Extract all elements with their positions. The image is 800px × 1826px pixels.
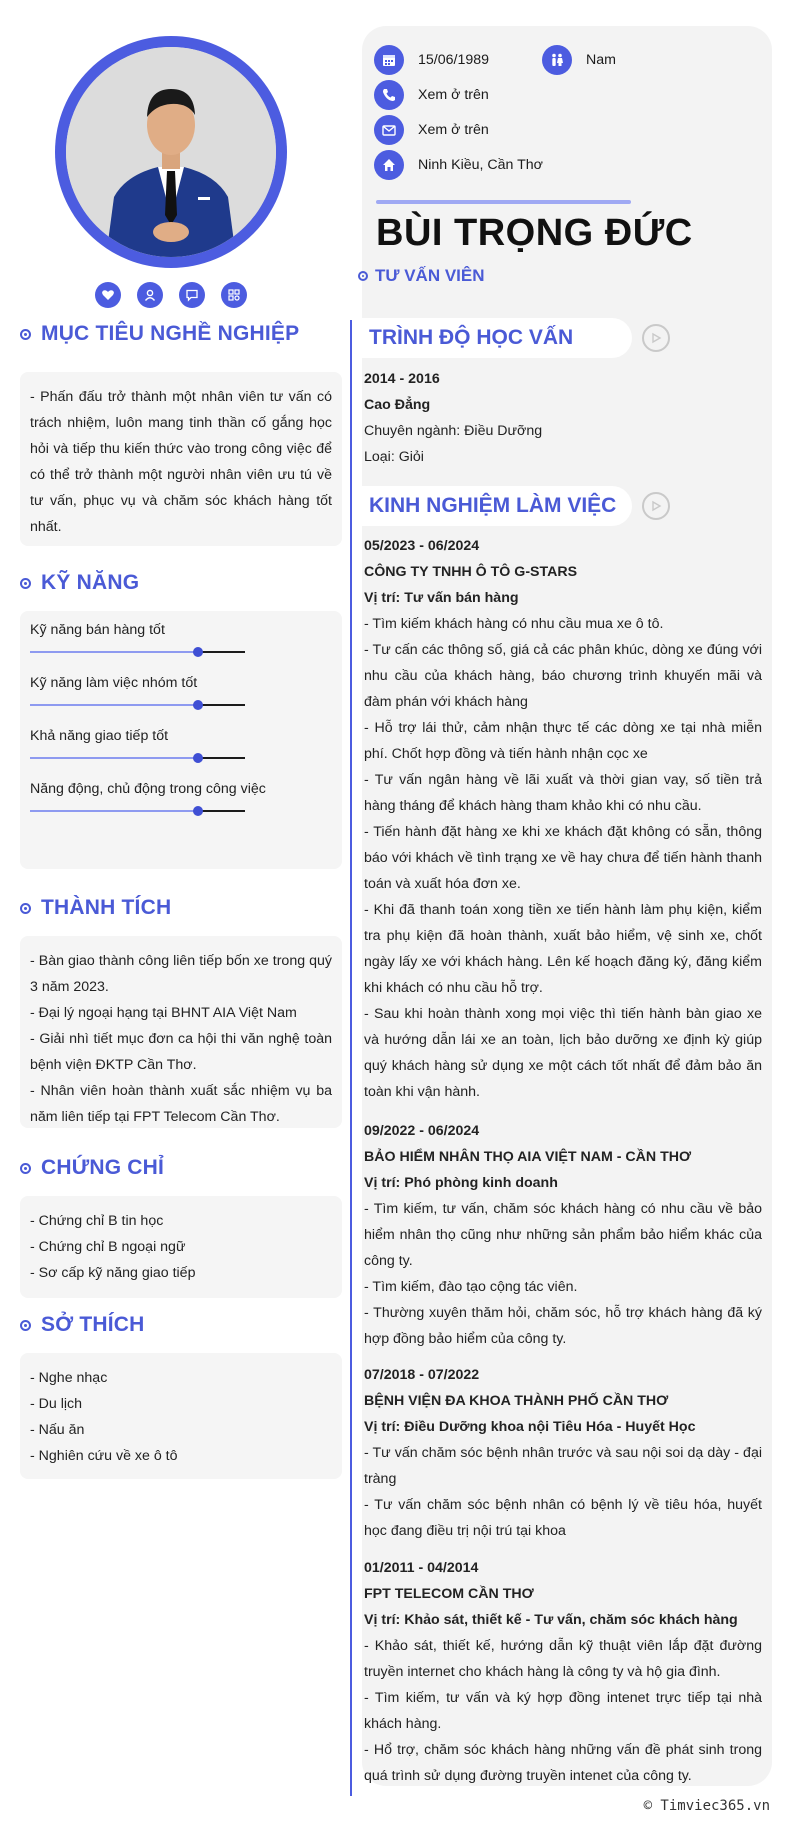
- skills-heading: [20, 571, 139, 595]
- footer-credit: © Timviec365.vn: [643, 1798, 770, 1814]
- play-icon[interactable]: [642, 492, 670, 520]
- job-line: - Tư cấn các thông số, giá cả các phân khúc, dòng xe đúng với nhu cầu của khách hàng, báo chương trình khuyến mãi và đàm phán với khách hàng: [364, 642, 762, 710]
- education-title: TRÌNH ĐỘ HỌC VẤN: [369, 326, 574, 349]
- portrait-illustration: [66, 47, 276, 257]
- certificate-item: - Chứng chỉ B ngoại ngữ: [30, 1239, 186, 1255]
- skill-level-knob: [193, 806, 203, 816]
- bullet-icon: [20, 1320, 31, 1331]
- achievements-heading: [20, 896, 171, 920]
- skills-title: KỸ NĂNG: [41, 571, 140, 594]
- skill-name: Kỹ năng bán hàng tốt: [30, 622, 165, 638]
- bullet-icon: [358, 271, 368, 281]
- job-role: Vị trí: Tư vấn bán hàng: [364, 590, 519, 606]
- achievement-item: - Bàn giao thành công liên tiếp bốn xe trong quý 3 năm 2023.: [30, 953, 332, 995]
- education-degree: Cao Đẳng: [364, 397, 431, 413]
- full-name: BÙI TRỌNG ĐỨC: [376, 212, 693, 254]
- skill-level-track: [198, 651, 245, 653]
- skill-item: [30, 672, 332, 716]
- objective-text: - Phấn đấu trở thành một nhân viên tư vấn có trách nhiệm, luôn mang tinh thần cố gắng học hỏi và tiếp thu kiến thức vào trong công việc để có thể trở thành một người nhân viên ưu tú về tư vấn, phục vụ và chăm sóc khách hàng tốt nhất.: [30, 389, 332, 535]
- heart-icon[interactable]: [95, 282, 121, 308]
- achievement-item: - Giải nhì tiết mục đơn ca hội thi văn nghệ toàn bệnh viện ĐKTP Cần Thơ.: [30, 1031, 332, 1073]
- achievements-title: THÀNH TÍCH: [41, 896, 172, 919]
- skill-level-fill: [30, 757, 198, 759]
- skill-level-bar: [30, 641, 332, 663]
- skill-item: [30, 725, 332, 769]
- education-grade: Loại: Giỏi: [364, 449, 424, 465]
- skill-level-knob: [193, 700, 203, 710]
- job-line: - Hỗ trợ lái thử, cảm nhận thực tế các dòng xe tại nhà miễn phí. Chốt hợp đồng và tiến hành nhận cọc xe: [364, 720, 762, 762]
- social-icons: [95, 282, 247, 308]
- job-3: [364, 1362, 762, 1544]
- job-line: - Tiến hành đặt hàng xe khi xe khách đặt không có sẵn, thông báo với khách về tình trạng xe về hay chưa để tiến hành thanh toán và xuất hóa đơn xe.: [364, 824, 762, 892]
- gender-value: Nam: [586, 52, 616, 68]
- job-company: CÔNG TY TNHH Ô TÔ G-STARS: [364, 564, 578, 580]
- position-heading: [358, 266, 485, 286]
- job-line: - Hổ trợ, chăm sóc khách hàng những vấn đề phát sinh trong quá trình sử dụng đường truyền intenet của công ty.: [364, 1742, 762, 1784]
- achievements-card: [20, 936, 342, 1128]
- job-line: - Tư vấn ngân hàng về lãi xuất và thời gian vay, số tiền trả hàng tháng để khách hàng tham khảo khi có nhu cầu.: [364, 772, 762, 814]
- hobby-item: - Nấu ăn: [30, 1422, 85, 1438]
- job-line: - Sau khi hoàn thành xong mọi việc thì tiến hành bàn giao xe và hướng dẫn lái xe an toàn, lịch bảo dưỡng xe định kỳ giúp quý khách hàng sử dụng xe một cách tốt nhất để đảm bảo ăn toàn khi vận hành.: [364, 1006, 762, 1100]
- hobbies-card: [20, 1353, 342, 1479]
- achievement-item: - Nhân viên hoàn thành xuất sắc nhiệm vụ ba năm liên tiếp tại FPT Telecom Cần Thơ.: [30, 1083, 332, 1125]
- objective-title: MỤC TIÊU NGHỀ NGHIỆP: [41, 322, 300, 345]
- experience-heading: [362, 486, 632, 526]
- objective-card: [20, 372, 342, 546]
- skills-card: [20, 611, 342, 869]
- dob-row: [374, 45, 489, 75]
- hobbies-heading: [20, 1313, 145, 1337]
- skill-level-bar: [30, 694, 332, 716]
- email-icon: [374, 115, 404, 145]
- play-icon[interactable]: [642, 324, 670, 352]
- skill-level-track: [198, 704, 245, 706]
- job-4: [364, 1555, 762, 1789]
- skill-level-track: [198, 810, 245, 812]
- phone-value: Xem ở trên: [418, 87, 489, 103]
- skill-item: [30, 619, 332, 663]
- job-company: BỆNH VIỆN ĐA KHOA THÀNH PHỐ CẦN THƠ: [364, 1393, 669, 1409]
- job-line: - Thường xuyên thăm hỏi, chăm sóc, hỗ trợ khách hàng đã ký hợp đồng bảo hiểm của công ty.: [364, 1305, 762, 1347]
- name-underline: [376, 200, 631, 204]
- job-line: - Tìm kiếm, tư vấn, chăm sóc khách hàng có nhu cầu về bảo hiểm nhân thọ cũng như những sản phẩm bảo hiểm khác của công ty.: [364, 1201, 762, 1269]
- job-line: - Tư vấn chăm sóc bệnh nhân trước và sau nội soi dạ dày - đại tràng: [364, 1445, 762, 1487]
- education-heading: [362, 318, 632, 358]
- skill-level-bar: [30, 800, 332, 822]
- job-company: FPT TELECOM CẦN THƠ: [364, 1586, 534, 1602]
- job-role: Vị trí: Điều Dưỡng khoa nội Tiêu Hóa - Huyết Học: [364, 1419, 696, 1435]
- skill-level-fill: [30, 704, 198, 706]
- hobby-item: - Du lịch: [30, 1396, 83, 1412]
- position-title: TƯ VẤN VIÊN: [375, 266, 485, 285]
- avatar: [66, 47, 276, 257]
- job-line: - Tư vấn chăm sóc bệnh nhân có bệnh lý về tiêu hóa, huyết học đang điều trị nội trú tại khoa: [364, 1497, 762, 1539]
- skill-item: [30, 778, 332, 822]
- achievement-item: - Đại lý ngoại hạng tại BHNT AIA Việt Nam: [30, 1005, 297, 1021]
- avatar-ring: [55, 36, 287, 268]
- skill-level-bar: [30, 747, 332, 769]
- address-row: [374, 150, 543, 180]
- certificates-card: [20, 1196, 342, 1298]
- skill-level-track: [198, 757, 245, 759]
- user-icon[interactable]: [137, 282, 163, 308]
- skill-name: Khả năng giao tiếp tốt: [30, 728, 169, 744]
- certificates-heading: [20, 1156, 164, 1180]
- certificate-item: - Sơ cấp kỹ năng giao tiếp: [30, 1265, 196, 1281]
- gender-row: [542, 45, 616, 75]
- certificates-title: CHỨNG CHỈ: [41, 1156, 165, 1179]
- education-major: Chuyên ngành: Điều Dưỡng: [364, 423, 543, 439]
- bullet-icon: [20, 578, 31, 589]
- bullet-icon: [20, 1163, 31, 1174]
- job-role: Vị trí: Phó phòng kinh doanh: [364, 1175, 558, 1191]
- objective-heading: [20, 322, 299, 346]
- calendar-icon: [374, 45, 404, 75]
- job-period: 01/2011 - 04/2014: [364, 1560, 479, 1576]
- job-1: [364, 533, 762, 1105]
- job-line: - Tìm kiếm khách hàng có nhu cầu mua xe ô tô.: [364, 616, 664, 632]
- skill-level-fill: [30, 651, 198, 653]
- email-row: [374, 115, 489, 145]
- chat-icon[interactable]: [179, 282, 205, 308]
- education-block: [364, 366, 762, 470]
- job-role: Vị trí: Khảo sát, thiết kế - Tư vấn, chăm sóc khách hàng: [364, 1612, 738, 1628]
- dob-value: 15/06/1989: [418, 52, 490, 68]
- email-value: Xem ở trên: [418, 122, 489, 138]
- bullet-icon: [20, 903, 31, 914]
- hobbies-title: SỞ THÍCH: [41, 1313, 145, 1336]
- experience-title: KINH NGHIỆM LÀM VIỆC: [369, 494, 617, 517]
- hobby-item: - Nghe nhạc: [30, 1370, 108, 1386]
- phone-icon: [374, 80, 404, 110]
- job-period: 09/2022 - 06/2024: [364, 1123, 480, 1139]
- job-period: 07/2018 - 07/2022: [364, 1367, 480, 1383]
- skill-name: Năng động, chủ động trong công việc: [30, 781, 266, 797]
- job-line: - Khi đã thanh toán xong tiền xe tiến hành làm phụ kiện, kiểm tra phụ kiện đã hoàn thành, xuất bảo hiểm, vệ sinh xe, chốt ngày lấy xe với khách hàng. Lên kế hoạch đăng ký, đăng kiểm khi khách có nhu cầu hỗ trợ.: [364, 902, 762, 996]
- job-2: [364, 1118, 762, 1352]
- address-value: Ninh Kiều, Cần Thơ: [418, 157, 543, 173]
- job-period: 05/2023 - 06/2024: [364, 538, 480, 554]
- skill-level-knob: [193, 753, 203, 763]
- phone-row: [374, 80, 489, 110]
- gender-icon: [542, 45, 572, 75]
- skill-name: Kỹ năng làm việc nhóm tốt: [30, 675, 198, 691]
- education-period: 2014 - 2016: [364, 371, 440, 387]
- job-line: - Khảo sát, thiết kế, hướng dẫn kỹ thuật viên lắp đặt đường truyền internet cho khách hàng là công ty và hộ gia đình.: [364, 1638, 762, 1680]
- skills-list: [30, 619, 332, 822]
- bullet-icon: [20, 329, 31, 340]
- skill-level-fill: [30, 810, 198, 812]
- apps-icon[interactable]: [221, 282, 247, 308]
- job-line: - Tìm kiếm, đào tạo cộng tác viên.: [364, 1279, 578, 1295]
- hobby-item: - Nghiên cứu về xe ô tô: [30, 1448, 178, 1464]
- job-company: BẢO HIỂM NHÂN THỌ AIA VIỆT NAM - CẦN THƠ: [364, 1149, 692, 1165]
- job-line: - Tìm kiếm, tư vấn và ký hợp đồng intenet trực tiếp tại nhà khách hàng.: [364, 1690, 762, 1732]
- column-divider: [350, 320, 352, 1796]
- skill-level-knob: [193, 647, 203, 657]
- certificate-item: - Chứng chỉ B tin học: [30, 1213, 164, 1229]
- home-icon: [374, 150, 404, 180]
